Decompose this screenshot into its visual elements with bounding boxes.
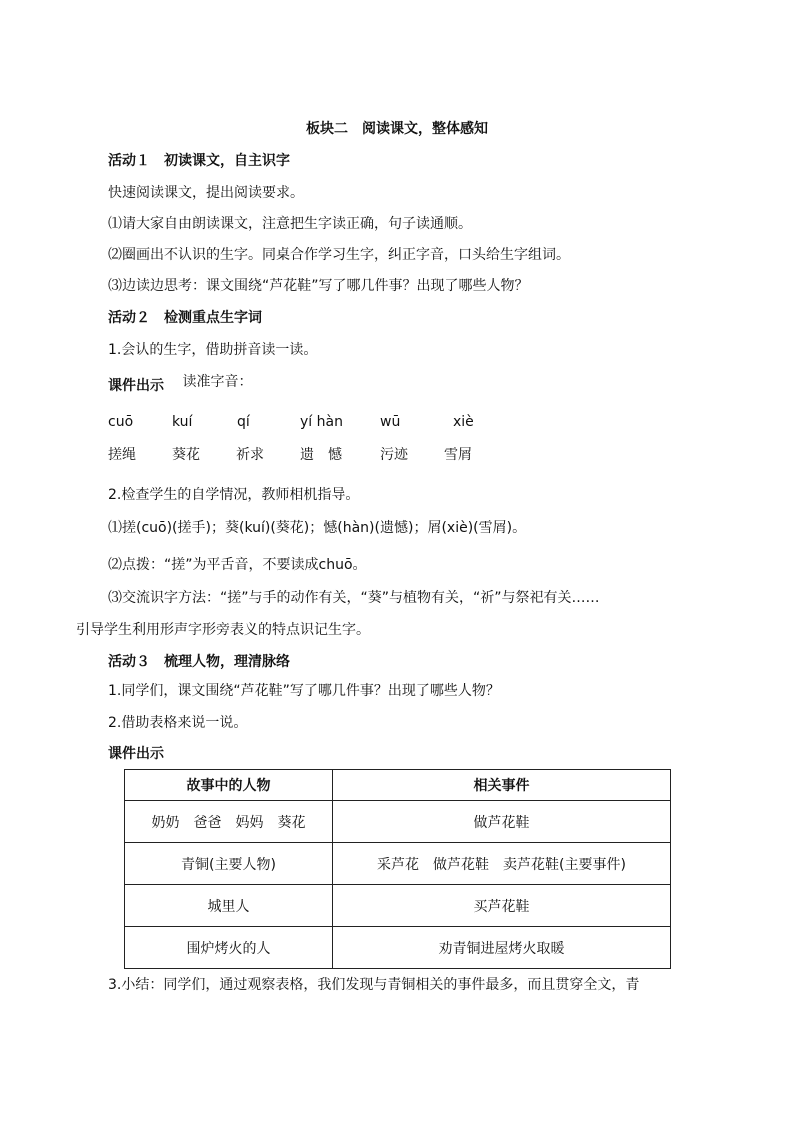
word-item: 祈求	[236, 447, 264, 463]
table-row	[125, 885, 671, 927]
guide-1: ⑴搓(cuō)(搓手)；葵(kuí)(葵花)；憾(hàn)(遗憾)；屑(xiè)(雪屑)。	[108, 520, 527, 536]
activity2-heading: 活动２ 检测重点生字词	[108, 310, 262, 326]
activity3-heading: 活动３ 梳理人物，理清脉络	[108, 654, 290, 670]
guide-3b: 引导学生利用形声字形旁表义的特点识记生字。	[76, 622, 370, 638]
pinyin-row	[108, 412, 513, 432]
table-header-people: 故事中的人物	[125, 770, 333, 801]
courseware-label: 课件出示	[108, 378, 164, 394]
courseware-subtitle: 读准字音：	[182, 374, 253, 390]
people-events-table	[124, 769, 671, 969]
guide-3a: ⑶交流识字方法：“搓”与手的动作有关，“葵”与植物有关，“祈”与祭祀有关……	[108, 590, 600, 606]
table-header-events: 相关事件	[333, 770, 671, 801]
table-cell: 城里人	[125, 885, 333, 927]
table-cell: 买芦花鞋	[333, 885, 671, 927]
pinyin-item: yí hàn	[300, 414, 343, 430]
table-row	[125, 801, 671, 843]
word-item: 遗 憾	[300, 447, 342, 463]
guide-2: ⑵点拨：“搓”为平舌音，不要读成chuō。	[108, 557, 367, 573]
activity1-item-3: ⑶边读边思考：课文围绕“芦花鞋”写了哪几件事？出现了哪些人物？	[108, 278, 529, 294]
activity2-step2: 2.检查学生的自学情况，教师相机指导。	[108, 487, 360, 503]
table-header-row	[125, 770, 671, 801]
pinyin-item: wū	[380, 414, 401, 430]
activity1-intro: 快速阅读课文，提出阅读要求。	[108, 185, 304, 201]
word-item: 污迹	[380, 447, 408, 463]
activity1-item-1: ⑴请大家自由朗读课文，注意把生字读正确，句子读通顺。	[108, 216, 472, 232]
activity3-courseware-label: 课件出示	[108, 746, 164, 762]
activity3-q2: 2.借助表格来说一说。	[108, 715, 248, 731]
pinyin-item: qí	[237, 414, 250, 430]
word-item: 葵花	[172, 447, 200, 463]
word-item: 雪屑	[444, 447, 472, 463]
pinyin-item: xiè	[453, 414, 474, 430]
table-cell: 做芦花鞋	[333, 801, 671, 843]
section-title: 板块二 阅读课文，整体感知	[306, 121, 488, 137]
table-cell: 围炉烤火的人	[125, 927, 333, 969]
table-cell: 劝青铜进屋烤火取暖	[333, 927, 671, 969]
activity2-step1: 1.会认的生字，借助拼音读一读。	[108, 342, 318, 358]
activity3-q1: 1.同学们，课文围绕“芦花鞋”写了哪几件事？出现了哪些人物？	[108, 683, 500, 699]
activity3-summary: 3.小结：同学们，通过观察表格，我们发现与青铜相关的事件最多，而且贯穿全文，青	[108, 977, 640, 993]
word-item: 搓绳	[108, 447, 136, 463]
words-row	[108, 445, 504, 465]
activity1-item-2: ⑵圈画出不认识的生字。同桌合作学习生字，纠正字音，口头给生字组词。	[108, 247, 570, 263]
pinyin-item: kuí	[172, 414, 193, 430]
courseware-line-1	[108, 376, 252, 396]
table-row	[125, 927, 671, 969]
table-row	[125, 843, 671, 885]
table-cell: 采芦花 做芦花鞋 卖芦花鞋(主要事件)	[333, 843, 671, 885]
activity1-heading: 活动１ 初读课文，自主识字	[108, 153, 290, 169]
table-cell: 青铜(主要人物)	[125, 843, 333, 885]
table-cell: 奶奶 爸爸 妈妈 葵花	[125, 801, 333, 843]
pinyin-item: cuō	[108, 414, 134, 430]
